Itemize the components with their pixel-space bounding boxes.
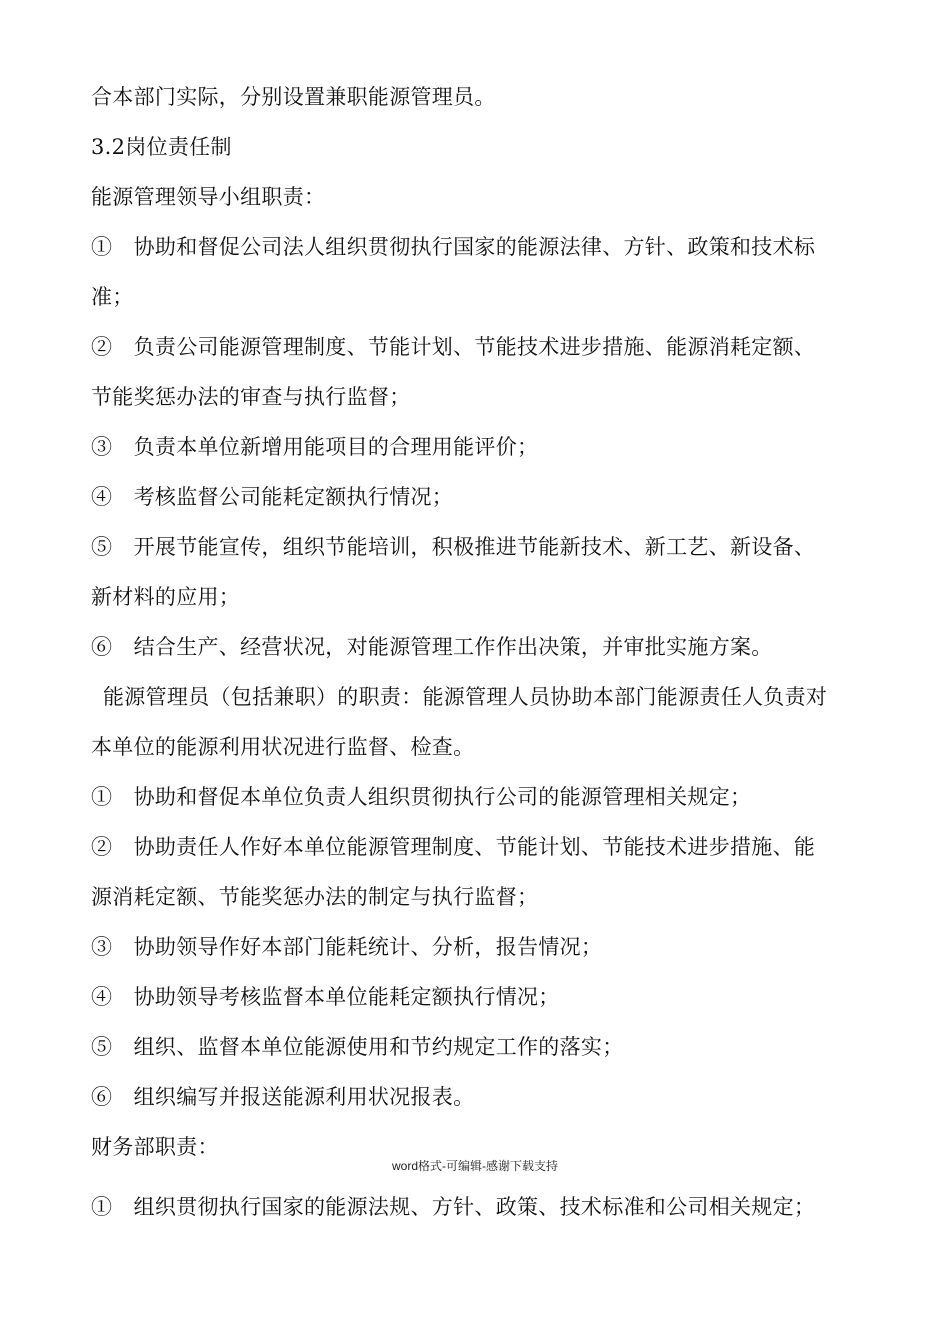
list-item-2: ② 负责公司能源管理制度、节能计划、节能技术进步措施、能源消耗定额、: [91, 335, 816, 359]
list-item-5-cont: 新材料的应用；: [91, 585, 241, 609]
list-item-5: ⑤ 开展节能宣传，组织节能培训，积极推进节能新技术、新工艺、新设备、: [91, 535, 816, 559]
text-line-1: 合本部门实际，分别设置兼职能源管理员。: [91, 85, 496, 109]
manager-list-item-2-cont: 源消耗定额、节能奖惩办法的制定与执行监督；: [91, 885, 539, 909]
list-item-4: ④ 考核监督公司能耗定额执行情况；: [91, 485, 454, 509]
section-heading-3-2: 3.2岗位责任制: [91, 135, 232, 159]
manager-list-item-5: ⑤ 组织、监督本单位能源使用和节约规定工作的落实；: [91, 1035, 624, 1059]
subheading-leadership-duties: 能源管理领导小组职责：: [91, 185, 326, 209]
manager-list-item-3: ③ 协助领导作好本部门能耗统计、分析，报告情况；: [91, 935, 603, 959]
manager-list-item-4: ④ 协助领导考核监督本单位能耗定额执行情况；: [91, 985, 560, 1009]
list-item-6: ⑥ 结合生产、经营状况，对能源管理工作作出决策，并审批实施方案。: [91, 635, 773, 659]
subheading-finance-duties: 财务部职责：: [91, 1135, 219, 1159]
list-item-1: ① 协助和督促公司法人组织贯彻执行国家的能源法律、方针、政策和技术标: [91, 235, 816, 259]
list-item-3: ③ 负责本单位新增用能项目的合理用能评价；: [91, 435, 539, 459]
paragraph-manager-duties: 能源管理员（包括兼职）的职责：能源管理人员协助本部门能源责任人负责对: [103, 685, 828, 709]
list-item-2-cont: 节能奖惩办法的审查与执行监督；: [91, 385, 411, 409]
manager-list-item-2: ② 协助责任人作好本单位能源管理制度、节能计划、节能技术进步措施、能: [91, 835, 816, 859]
manager-list-item-6: ⑥ 组织编写并报送能源利用状况报表。: [91, 1085, 475, 1109]
list-item-1-cont: 准；: [91, 285, 134, 309]
page-footer: word格式-可编辑-感谢下载支持: [391, 1159, 558, 1173]
paragraph-manager-duties-cont: 本单位的能源利用状况进行监督、检查。: [91, 735, 475, 759]
finance-list-item-1: ① 组织贯彻执行国家的能源法规、方针、政策、技术标准和公司相关规定；: [91, 1195, 816, 1219]
manager-list-item-1: ① 协助和督促本单位负责人组织贯彻执行公司的能源管理相关规定；: [91, 785, 752, 809]
